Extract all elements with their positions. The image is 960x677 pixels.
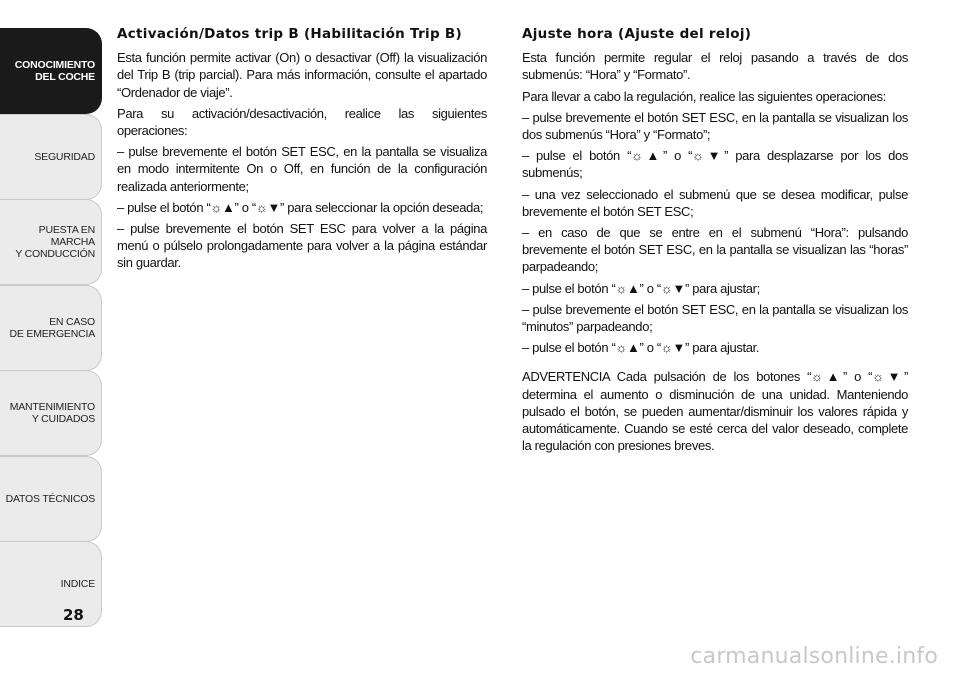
section-title: Ajuste hora (Ajuste del reloj): [522, 26, 752, 42]
tab-label: MANTENIMIENTO Y CUIDADOS: [9, 401, 95, 425]
tab-conocimiento-del-coche[interactable]: [0, 28, 102, 114]
list-item: – pulse brevemente el botón SET ESC para volver a la página menú o púlselo prolongadamente para volver a la página estándar sin guardar.: [117, 221, 487, 271]
list-item: – pulse el botón “☼▲” o “☼▼” para ajustar;: [522, 280, 760, 296]
tab-datos-tecnicos[interactable]: [0, 456, 102, 542]
list-item: – pulse el botón “☼▲” o “☼▼” para seleccionar la opción deseada;: [117, 199, 484, 215]
list-item: – pulse el botón “☼▲” o “☼▼” para ajustar.: [522, 340, 760, 356]
list-item: – en caso de que se entre en el submenú “Hora”: pulsando brevemente el botón SET ESC, en la pantalla se visualizan las “horas” parpadeando;: [522, 225, 908, 275]
tab-mantenimiento[interactable]: [0, 370, 102, 456]
tab-en-caso-de-emergencia[interactable]: [0, 285, 102, 371]
paragraph: Esta función permite regular el reloj pasando a través de dos submenús: “Hora” y “Formato”.: [522, 50, 908, 83]
warning-note: ADVERTENCIA Cada pulsación de los botones “☼▲” o “☼▼” determina el aumento o disminución de una unidad. Manteniendo pulsado el botón, se pueden aumentar/disminuir los valores rápida y automáticamente. Cuando se esté cerca del valor deseado, complete la regulación con presiones breves.: [522, 369, 908, 454]
section-title: Activación/Datos trip B (Habilitación Trip B): [117, 26, 462, 42]
list-item: – pulse el botón “☼▲” o “☼▼” para desplazarse por los dos submenús;: [522, 148, 908, 181]
paragraph: Esta función permite activar (On) o desactivar (Off) la visualización del Trip B (trip parcial). Para más información, consulte el apartado “Ordenador de viaje”.: [117, 50, 487, 100]
page-number: 28: [63, 606, 84, 624]
left-column: [117, 26, 487, 276]
tab-label: SEGURIDAD: [34, 151, 95, 163]
tab-puesta-en-marcha[interactable]: [0, 199, 102, 285]
paragraph: Para su activación/desactivación, realice las siguientes operaciones:: [117, 105, 487, 139]
tab-label: PUESTA EN MARCHA Y CONDUCCIÓN: [15, 224, 95, 260]
list-item: – pulse brevemente el botón SET ESC, en la pantalla se visualizan los dos submenús “Hora” y “Formato”;: [522, 109, 908, 143]
paragraph: Para llevar a cabo la regulación, realice las siguientes operaciones:: [522, 88, 886, 104]
tab-label: EN CASO DE EMERGENCIA: [9, 316, 95, 340]
list-item: – pulse brevemente el botón SET ESC, en la pantalla se visualizan los “minutos” parpadeando;: [522, 301, 908, 335]
tab-label: CONOCIMIENTO DEL COCHE: [14, 59, 95, 83]
list-item: – una vez seleccionado el submenú que se desea modificar, pulse brevemente el botón SET ESC;: [522, 186, 908, 219]
tab-label: INDICE: [60, 578, 95, 590]
tab-indice[interactable]: [0, 541, 102, 627]
watermark: carmanualsonline.info: [690, 644, 938, 669]
tab-seguridad[interactable]: [0, 114, 102, 200]
tab-label: DATOS TÉCNICOS: [5, 493, 95, 505]
right-column: [522, 26, 908, 458]
list-item: – pulse brevemente el botón SET ESC, en la pantalla se visualiza en modo intermitente On o Off, en función de la configuración realizada anteriormente;: [117, 144, 487, 194]
